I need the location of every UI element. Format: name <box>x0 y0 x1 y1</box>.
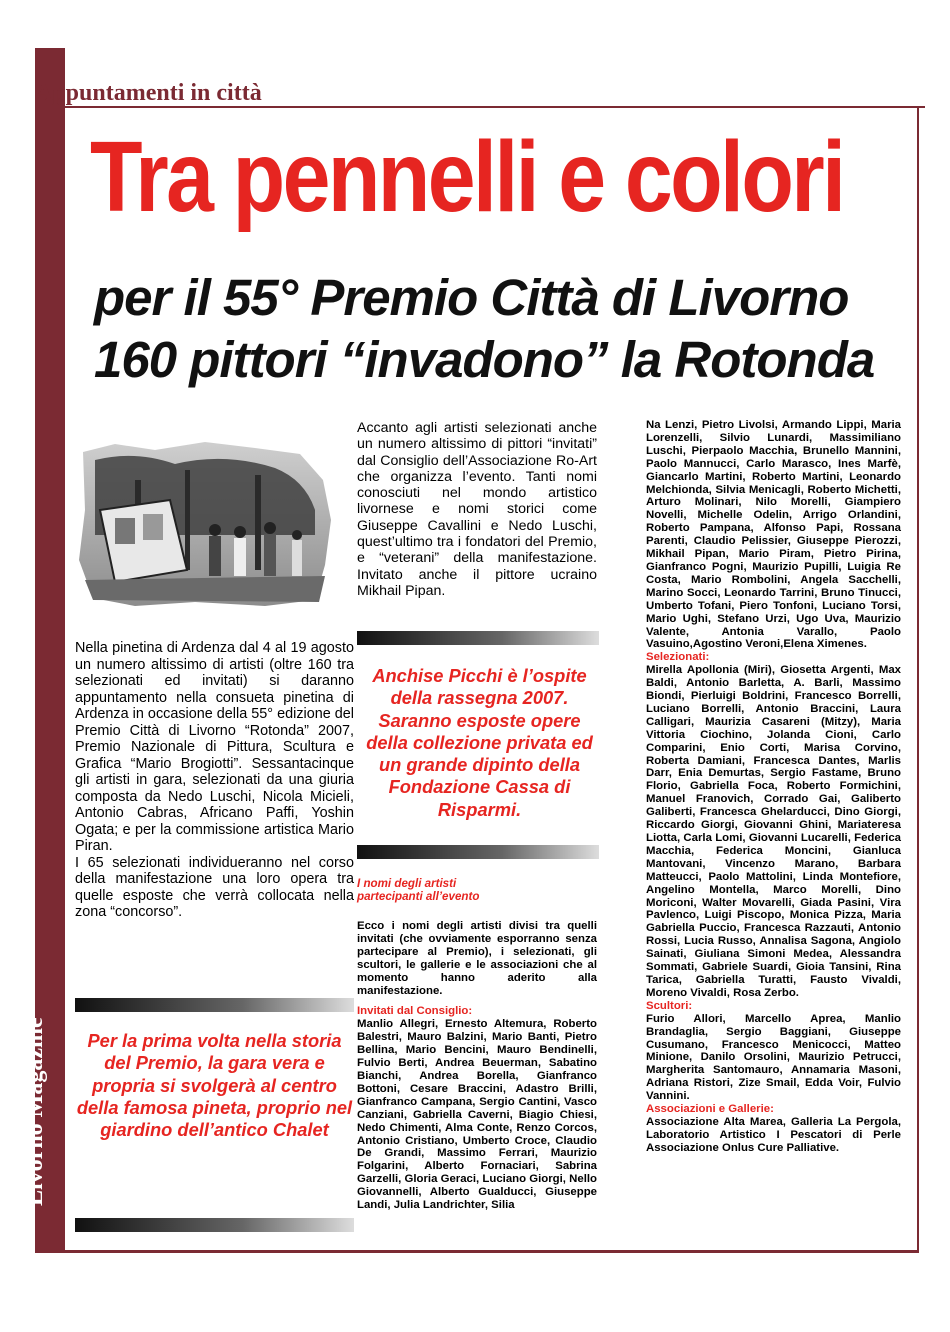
lead-paragraph: Nella pinetina di Ardenza dal 4 al 19 agosto un numero altissimo di artisti (oltre 160 tra selezionati ed invitati) si daranno appuntamento nella consueta pinetina di Ardenza in occasione della 55° edizione del Premio Città di Livorno “Rotonda” 2007, Premio Nazionale di Pittura, Scultura e Grafica “Mario Brogiotti”. Sessantacinque gli artisti in gara, selezionati da una giuria composta da Nedo Luschi, Nicola Micieli, Antonio Cabras, Africano Paffi, Yoshin Ogata; e per la commissione artistica Mario Piran. <box>75 640 354 854</box>
right-rule <box>917 108 919 1250</box>
bottom-rule <box>35 1250 919 1253</box>
selected-label: Selezionati: <box>646 651 710 664</box>
section-label: Appuntamenti in città <box>35 80 262 106</box>
column-1-body <box>75 640 354 921</box>
associations-label: Associazioni e Gallerie: <box>646 1103 774 1116</box>
selected-names: Mirella Apollonia (Miri), Giosetta Argenti, Max Baldi, Antonio Barletta, A. Barli, Massimo Biondi, Pierluigi Boldrini, Francesco Borrelli, Luciano Borrelli, Antonio Braccini, Laura Calligari, Maurizia Casareni (Mitzy), Maria Vittoria Ciochino, Jolanda Cioni, Carlo Comparini, Enio Corti, Marisa Corvino, Roberta Damiani, Francesca Dantes, Marlis Darr, Enia Demurtas, Sergio Fastame, Bruno Florio, Gabriella Foca, Roberto Formichini, Manuel Franovich, Corrado Gai, Galiberto Galiberti, Francesca Ghelarducci, Dino Giorgi, Riccardo Giorgi, Giovanni Ghini, Mariateresa Liotta, Carla Lomi, Giovanni Lucarelli, Federica Macchia, Federica Moncini, Gianluca Mantovani, Vincenzo Marano, Barbara Matteucci, Paolo Mattolini, Linda Montefiore, Angelino Montella, Marco Morelli, Dino Moriconi, Walter Movarelli, Giada Pasini, Vira Pavlenco, Luigi Piscopo, Monica Pizza, Maria Gabriella Puccio, Francesca Razzauti, Antonio Rossi, Lucia Russo, Annalisa Sagona, Angiolo Sainati, Giuliana Simoni Medea, Alessandra Sommati, Gabriele Suardi, Gioia Tansini, Rina Tarica, Gabriella Turatti, Fausto Vivaldi, Moreno Vivaldi, Rosa Zerbo. <box>646 664 901 999</box>
event-photo <box>75 440 335 608</box>
lead-paragraph-2: I 65 selezionati individueranno nel corso della manifestazione una loro opera tra quelle esposte che verrà collocata nella zona “concorso”. <box>75 854 354 920</box>
invited-names-part-2: Na Lenzi, Pietro Livolsi, Armando Lippi, Maria Lorenzelli, Silvio Lunardi, Massimiliano Luschi, Pierpaolo Macchia, Brunello Mannini, Paolo Mannucci, Carlo Marasco, Ines Marfè, Giancarlo Martini, Roberto Martini, Leonardo Melchionda, Silvia Menicagli, Roberto Michetti, Arturo Molinari, Nilo Morelli, Giampiero Novelli, Michelle Odelin, Arrigo Orlandini, Roberto Pampana, Alfonso Papi, Rossana Parenti, Claudio Pelissier, Giuseppe Pierozzi, Mikhail Pipan, Mario Piram, Pietro Pirina, Gianfranco Pogni, Maurizio Pupilli, Luigia Re Costa, Mario Rombolini, Angela Sacchelli, Marino Socci, Leonardo Tarrini, Bruno Tinucci, Umberto Tofani, Piero Tonfoni, Luciano Torsi, Mario Ughi, Stefano Urzi, Ugo Uva, Maurizio Valente, Antonia Varallo, Paolo Vasuino,Agostino Veroni,Elena Ximenes. <box>646 419 901 651</box>
column-2-body <box>357 420 597 599</box>
gradient-divider <box>75 1218 354 1232</box>
names-list-col-2 <box>357 920 597 1212</box>
pull-quote-center: Anchise Picchi è l’ospite della rassegna 2007. Saranno esposte opere della collezione privata ed un grande dipinto della Fondazione Cassa di Risparmi. <box>366 665 593 820</box>
names-heading-line-2: partecipanti all’evento <box>357 890 480 903</box>
names-intro: Ecco i nomi degli artisti divisi tra quelli invitati (che ovviamente esporranno senza partecipare al Premio), i selezionati, gli scultori, le gallerie e le associazioni che al momento hanno aderito alla manifestazione. <box>357 920 597 997</box>
names-list-col-3 <box>646 419 901 1155</box>
names-heading-line-1: I nomi degli artisti <box>357 877 457 890</box>
gradient-divider <box>75 998 354 1012</box>
invited-names-part-1: Manlio Allegri, Ernesto Altemura, Roberto Balestri, Mauro Balzini, Mario Banti, Pietro Bellina, Mario Bencini, Mauro Bendinelli, Fulvio Berti, Andrea Beuerman, Sabatino Bianchi, Andrea Borella, Gianfranco Bottoni, Cesare Braccini, Adastro Brilli, Gianfranco Campana, Sergio Cantini, Vasco Canziani, Gabriella Caverni, Biagio Chiesi, Nedo Chimenti, Alma Conte, Renzo Corcos, Antonio Cristiano, Umberto Croce, Claudio De Grandi, Massimo Ferrari, Maurizio Folgarini, Alberto Fornaciari, Sabrina Garzelli, Gloria Geraci, Luciano Giorgi, Nello Giovannelli, Alberto Gualducci, Giuseppe Landi, Julia Landrichter, Silia <box>357 1018 597 1212</box>
intro-invited-paragraph: Accanto agli artisti selezionati anche un numero altissimo di pittori “invitati” dal Consiglio dell’Associazione Ro-Art che organizza l’evento. Tanti nomi conosciuti nel mondo artistico livornese e nomi storici come Giuseppe Cavallini e Nedo Luschi, quest’ultimo tra i fondatori del Premio, e “veterani” della manifestazione. Invitato anche il pittore ucraino Mikhail Pipan. <box>357 420 597 599</box>
sculptors-names: Furio Allori, Marcello Aprea, Manlio Brandaglia, Sergio Baggiani, Giuseppe Cusumano, Francesco Menicocci, Matteo Minione, Danilo Orsolini, Maurizio Petrucci, Margherita Santomauro, Annamaria Masoni, Adriana Ristori, Zize Smail, Edda Voir, Fulvio Vannini. <box>646 1012 901 1103</box>
sculptors-label: Scultori: <box>646 999 693 1012</box>
subhead-line-2: 160 pittori “invadono” la Rotonda <box>94 331 875 388</box>
magazine-name: Livorno Magazine <box>22 1017 48 1206</box>
names-heading <box>357 877 597 903</box>
gradient-divider <box>357 631 599 645</box>
gradient-divider <box>357 845 599 859</box>
subhead-line-1: per il 55° Premio Città di Livorno <box>94 269 849 326</box>
invited-label: Invitati dal Consiglio: <box>357 1005 473 1018</box>
pull-quote-left: Per la prima volta nella storia del Premio, la gara vera e propria si svolgerà al centro della famosa pineta, proprio nel giardino dell’antico Chalet <box>76 1030 353 1141</box>
associations-names: Associazione Alta Marea, Galleria La Pergola, Laboratorio Artistico I Pescatori di Perle Associazione Onlus Cure Palliative. <box>646 1115 901 1154</box>
headline: Tra pennelli e colori <box>90 121 844 233</box>
